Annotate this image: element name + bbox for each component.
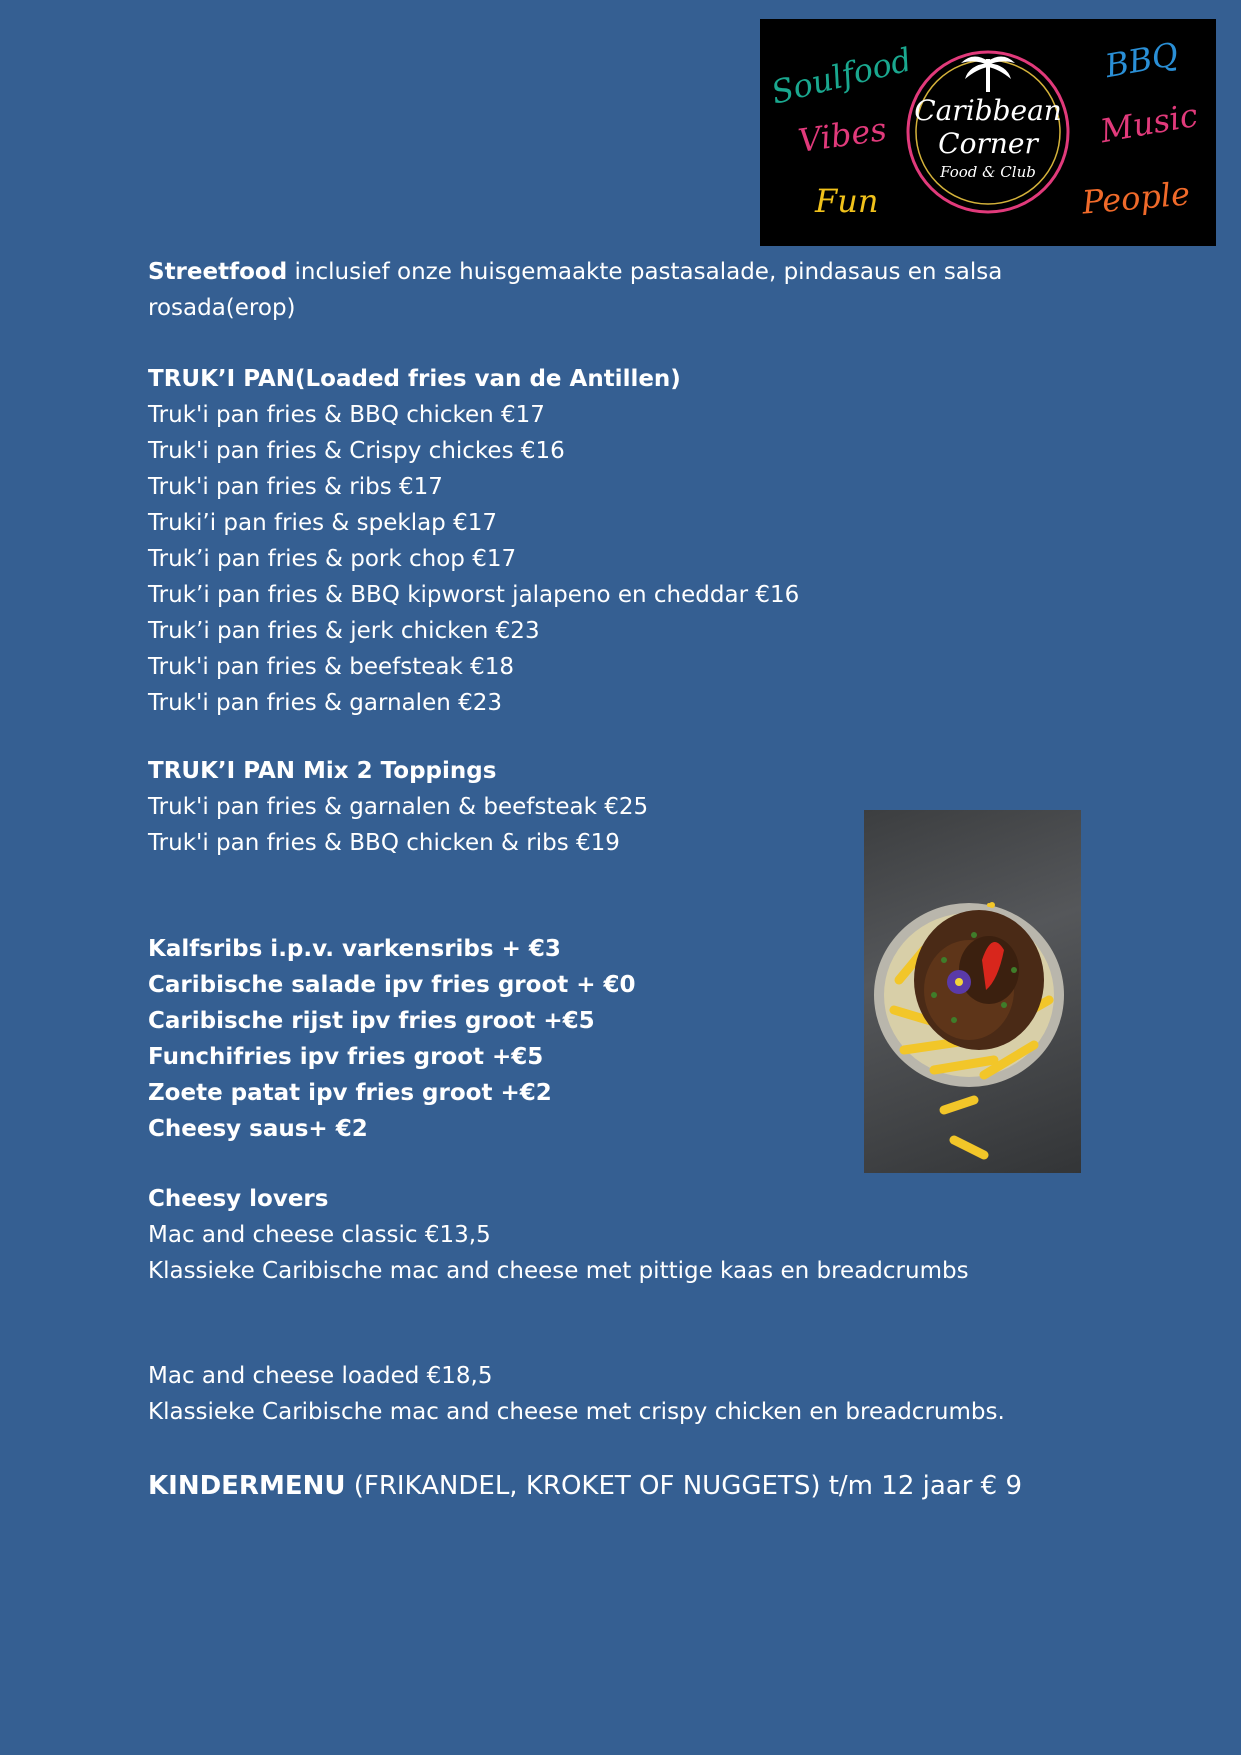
- intro-paragraph: [148, 254, 1018, 326]
- mac-loaded-section: [148, 1358, 1018, 1430]
- menu-item-description: Klassieke Caribische mac and cheese met crispy chicken en breadcrumbs.: [148, 1399, 1005, 1425]
- menu-item: Truk'i pan fries & Crispy chickes €16: [148, 438, 565, 464]
- logo-word-fun: Fun: [815, 182, 879, 220]
- intro-text: inclusief onze huisgemaakte pastasalade, pindasaus en salsa rosada(erop): [148, 259, 1003, 321]
- logo-word-bbq: BBQ: [1102, 34, 1182, 86]
- menu-item: Truk’i pan fries & BBQ kipworst jalapeno en cheddar €16: [148, 582, 800, 608]
- logo-word-soulfood: Soulfood: [767, 40, 916, 112]
- loaded-fries-dish-image: [864, 810, 1081, 1173]
- extra-option: Cheesy saus+ €2: [148, 1116, 368, 1142]
- streetfood-label: Streetfood: [148, 259, 288, 285]
- menu-item: Mac and cheese classic €13,5: [148, 1222, 491, 1248]
- menu-item: Truki’i pan fries & speklap €17: [148, 510, 497, 536]
- menu-item: Truk'i pan fries & BBQ chicken & ribs €19: [148, 830, 620, 856]
- extra-option: Caribische salade ipv fries groot + €0: [148, 972, 636, 998]
- cheesy-lovers-section: [148, 1181, 1018, 1289]
- logo-word-music: Music: [1097, 95, 1201, 151]
- logo-corner: Corner: [938, 127, 1038, 160]
- menu-item: Truk’i pan fries & pork chop €17: [148, 546, 517, 572]
- extra-option: Caribische rijst ipv fries groot +€5: [148, 1008, 595, 1034]
- menu-item: Mac and cheese loaded €18,5: [148, 1363, 493, 1389]
- truki-pan-section: [148, 361, 1018, 721]
- kindermenu-text: (FRIKANDEL, KROKET OF NUGGETS) t/m 12 jaar € 9: [345, 1471, 1023, 1501]
- section-heading: TRUK’I PAN Mix 2 Toppings: [148, 758, 497, 784]
- kindermenu-label: KINDERMENU: [148, 1471, 346, 1501]
- caribbean-corner-logo: [760, 19, 1216, 246]
- extra-option: Kalfsribs i.p.v. varkensribs + €3: [148, 936, 561, 962]
- extra-option: Funchifries ipv fries groot +€5: [148, 1044, 544, 1070]
- menu-item: Truk'i pan fries & garnalen & beefsteak €25: [148, 794, 649, 820]
- extra-option: Zoete patat ipv fries groot +€2: [148, 1080, 552, 1106]
- kindermenu-line: [148, 1466, 1022, 1506]
- food-photo: [864, 810, 1081, 1173]
- logo-word-people: People: [1080, 174, 1192, 222]
- menu-item: Truk'i pan fries & garnalen €23: [148, 690, 503, 716]
- menu-item: Truk'i pan fries & BBQ chicken €17: [148, 402, 545, 428]
- section-heading: Cheesy lovers: [148, 1186, 329, 1212]
- menu-item: Truk'i pan fries & ribs €17: [148, 474, 443, 500]
- menu-item-description: Klassieke Caribische mac and cheese met pittige kaas en breadcrumbs: [148, 1258, 969, 1284]
- logo-word-vibes: Vibes: [795, 110, 889, 160]
- logo-food-club: Food & Club: [940, 163, 1036, 181]
- menu-item: Truk'i pan fries & beefsteak €18: [148, 654, 515, 680]
- menu-item: Truk’i pan fries & jerk chicken €23: [148, 618, 540, 644]
- section-heading: TRUK’I PAN(Loaded fries van de Antillen): [148, 366, 681, 392]
- logo-caribbean: Caribbean: [914, 94, 1062, 127]
